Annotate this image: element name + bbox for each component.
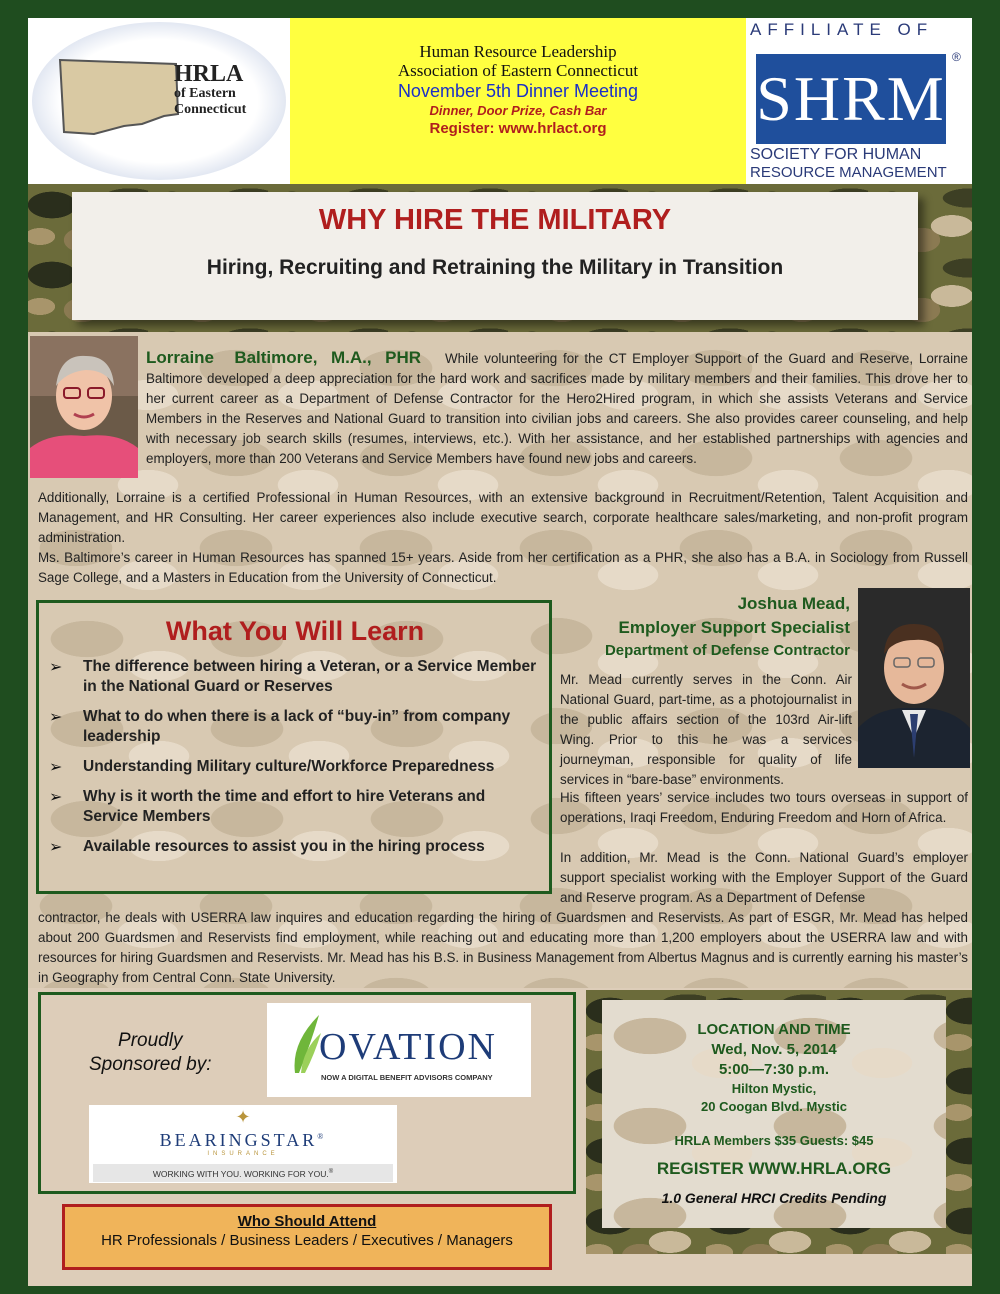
learn-box <box>36 600 552 894</box>
learn-heading: What You Will Learn <box>165 616 425 646</box>
org-name-line2: Association of Eastern Connecticut <box>397 61 639 80</box>
credits-note: 1.0 General HRCI Credits Pending <box>661 1190 887 1206</box>
bearingstar-logo[interactable] <box>89 1105 397 1183</box>
bearingstar-sub: INSURANCE <box>207 1151 279 1157</box>
register-link[interactable]: REGISTER WWW.HRLA.ORG <box>656 1159 892 1178</box>
speaker2-bio-b: His fifteen years’ service includes two tours overseas in support of operations, Iraqi Freedom, Enduring Freedom and Horn of Africa. <box>560 790 968 825</box>
arrow-bullet-icon: ➢ <box>49 839 63 856</box>
speaker2-title: Employer Support Specialist <box>618 618 850 637</box>
arrow-bullet-icon: ➢ <box>49 759 63 776</box>
attend-heading: Who Should Attend <box>237 1213 377 1230</box>
location-heading: LOCATION AND TIME <box>697 1021 851 1038</box>
ovation-tagline: NOW A DIGITAL BENEFIT ADVISORS COMPANY <box>321 1073 493 1082</box>
learn-item: ➢ Why is it worth the time and effort to hire Veterans and Service Members <box>49 788 486 825</box>
event-time: 5:00—7:30 p.m. <box>718 1061 830 1078</box>
ovation-name: OVATION <box>319 1026 497 1068</box>
arrow-bullet-icon: ➢ <box>49 709 63 726</box>
speaker2-name: Joshua Mead, <box>737 594 850 613</box>
star-icon: ✦ <box>235 1107 251 1127</box>
event-date: Wed, Nov. 5, 2014 <box>711 1041 837 1058</box>
learn-item: ➢ Available resources to assist you in the hiring process <box>49 838 485 856</box>
joshua-photo <box>858 588 970 768</box>
header-info-box <box>290 18 746 184</box>
main-title: WHY HIRE THE MILITARY <box>318 204 672 236</box>
attend-text: HR Professionals / Business Leaders / Executives / Managers <box>101 1232 513 1249</box>
event-price: HRLA Members $35 Guests: $45 <box>674 1133 874 1148</box>
event-address: 20 Coogan Blvd. Mystic <box>701 1099 847 1114</box>
flyer <box>28 18 972 1286</box>
speaker1-bio-lead <box>146 348 968 469</box>
arrow-bullet-icon: ➢ <box>49 789 63 806</box>
header-register-link[interactable]: Register: www.hrlact.org <box>429 120 607 137</box>
learn-item: ➢ Understanding Military culture/Workforce Preparedness <box>49 758 495 776</box>
ovation-logo[interactable] <box>267 1003 531 1097</box>
speaker1-name: Lorraine Baltimore, M.A., PHR <box>146 348 422 367</box>
bearingstar-name: BEARINGSTAR® <box>159 1130 327 1150</box>
speaker2-org: Department of Defense Contractor <box>604 642 850 659</box>
speaker2-heading <box>560 592 850 662</box>
speaker2-bio-d: contractor, he deals with USERRA law inquires and education regarding the hiring of Guardsmen and Reservists. As part of ESGR, Mr. Mead has helped about 200 Guardsmen and Reservists find employment, while reaching out and educating more than 1,200 employers about the USERRA law and with resources for hiring Guardsmen and Reservists. Mr. Mead has his B.S. in Business Management from Albertus Magnus and is currently earning his master’s in Geography from Central Conn. State University. <box>38 910 968 985</box>
sponsors-label-1: Proudly <box>118 1030 183 1051</box>
sponsors-label-2: Sponsored by: <box>89 1054 212 1075</box>
subtitle: Hiring, Recruiting and Retraining the Military in Transition <box>206 256 784 279</box>
shrm-mark: SHRM <box>756 54 946 144</box>
shrm-line1: SOCIETY FOR HUMAN <box>750 146 922 163</box>
meeting-title: November 5th Dinner Meeting <box>397 81 639 101</box>
shrm-registered: ® <box>952 50 961 64</box>
title-box <box>72 192 918 320</box>
shrm-line2: RESOURCE MANAGEMENT <box>750 164 947 181</box>
logo-line2: of Eastern <box>174 86 236 101</box>
meeting-extras: Dinner, Door Prize, Cash Bar <box>429 103 607 118</box>
location-box <box>602 1000 946 1228</box>
logo-hrla: HRLA <box>174 61 244 87</box>
sponsors-box <box>38 992 576 1194</box>
learn-item: ➢ The difference between hiring a Veteran, or a Service Member in the National Guard or Reserves <box>49 658 537 695</box>
learn-item: ➢ What to do when there is a lack of “buy-in” from company leadership <box>49 708 511 745</box>
speaker1-bio: While volunteering for the CT Employer Support of the Guard and Reserve, Lorraine Baltimore developed a deep appreciation for the hard work and sacrifices made by military members and their families. This drove her to her current career as a Department of Defense Contractor for the Hero2Hired program, in which she assists Veterans and Service Members in the Reserves and National Guard to transition into civilian jobs and careers. She also provides career counseling, and help with necessary job search skills (resumes, interviews, etc.). With her assistance, and her established partnerships with agencies and employers, more than 200 Veterans and Service Members have found new jobs and careers. <box>146 351 968 466</box>
event-venue: Hilton Mystic, <box>731 1081 817 1096</box>
speaker1-bio-p2: Additionally, Lorraine is a certified Professional in Human Resources, with an extensive background in Recruitment/Retention, Talent Acquisition and Management, and HR Consulting. Her career experiences also include executive search, corporate healthcare sales/marketing, and non-profit program administration. <box>38 490 968 545</box>
hrla-logo <box>28 18 290 184</box>
logo-line3: Connecticut <box>174 102 247 117</box>
shrm-logo <box>746 18 972 184</box>
bearingstar-tagline: WORKING WITH YOU. WORKING FOR YOU.® <box>93 1164 393 1182</box>
shrm-affiliate-text: AFFILIATE OF <box>750 20 934 39</box>
arrow-bullet-icon: ➢ <box>49 659 63 676</box>
org-name-line1: Human Resource Leadership <box>419 42 617 61</box>
leaf-icon <box>289 1013 323 1075</box>
attend-box <box>62 1204 552 1270</box>
lorraine-photo <box>30 336 138 478</box>
speaker2-bio-c: In addition, Mr. Mead is the Conn. National Guard’s employer support specialist working with the Employer Support of the Guard and Reserve program. As a Department of Defense <box>560 850 968 905</box>
speaker2-bio-a: Mr. Mead currently serves in the Conn. Air National Guard, part-time, as a photojournalist in the public affairs section of the 103rd Air-lift Wing. Prior to this he was a services journeyman, responsible for quality of life services in “bare-base” environments. <box>560 672 852 787</box>
connecticut-map-icon <box>54 54 182 138</box>
speaker1-bio-p3: Ms. Baltimore’s career in Human Resources has spanned 15+ years. Aside from her certification as a PHR, she also has a B.A. in Sociology from Russell Sage College, and a Masters in Education from the University of Connecticut. <box>38 550 968 585</box>
